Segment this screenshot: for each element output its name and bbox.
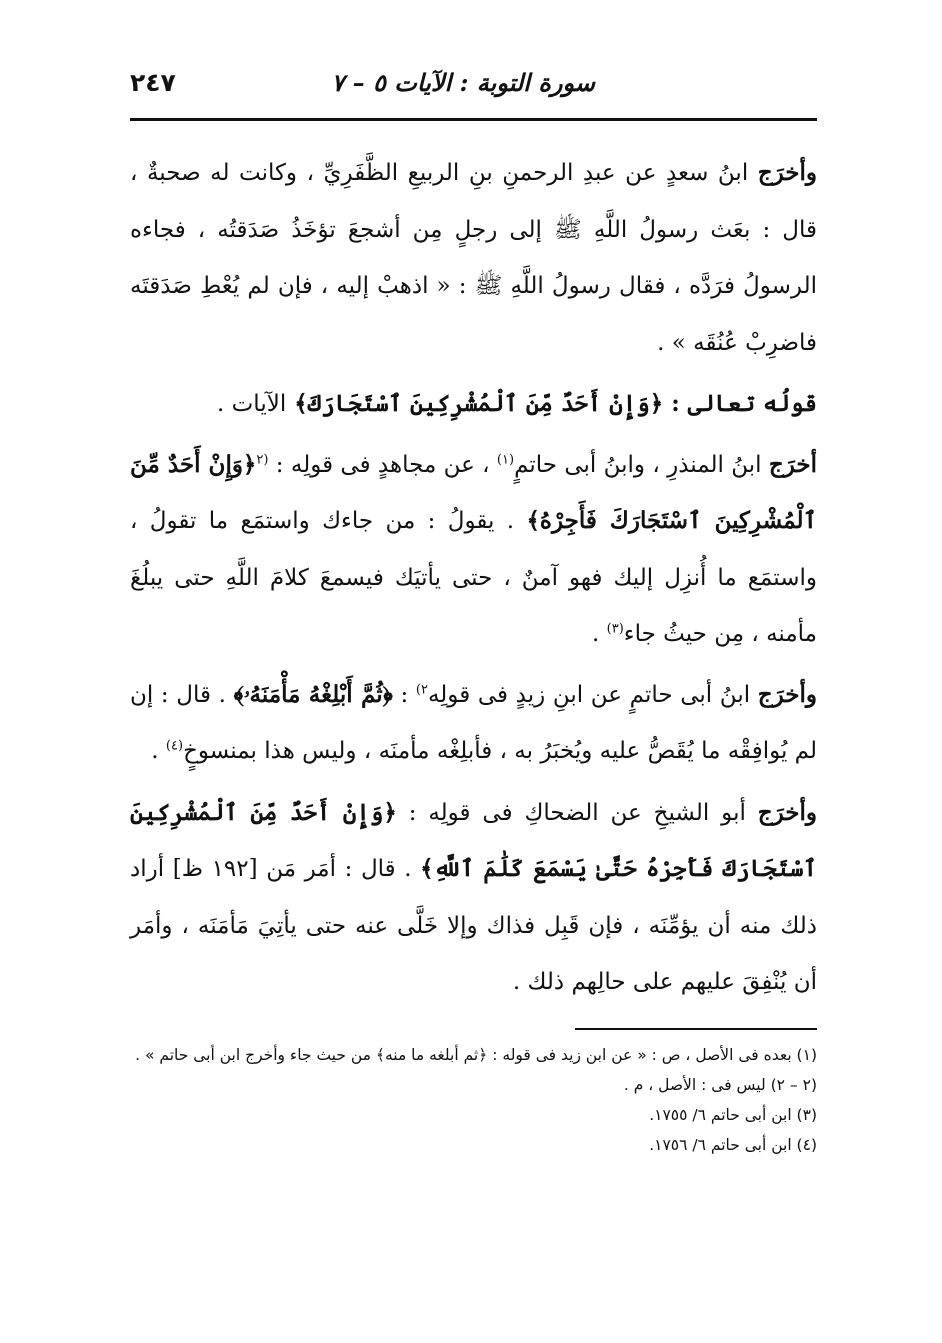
running-title: سورة التوبة : الآيات ٥ – ٧	[331, 68, 595, 97]
quran-verse: ﴿وَإِنْ أَحَدٌ مِّنَ ٱلْمُشْرِكِينَ ٱسْتَجَارَكَ فَأَجِرْهُ﴾	[130, 450, 817, 534]
footnote-marker: (١)	[496, 451, 515, 467]
footnote-4: (٤) ابن أبى حاتم ٦/ ١٧٥٦.	[649, 1136, 817, 1154]
footnote-1: (١) بعده فى الأصل ، ص : « عن ابن زيد فى قوله : ﴿ثم أبلغه ما منه﴾ من حيث جاء وأخرج ابن أبى حاتم » .	[135, 1046, 817, 1064]
paragraph-text: . قال : إن لم يُوافِقْه ما يُقَصُّ عليه ويُخبَرُ به ، فأبلِغْه مأمنَه ، وليس هذا بمنسوخٍ	[130, 681, 817, 764]
paragraph-text: ابنُ سعدٍ عن عبدِ الرحمنِ بنِ الربيعِ الظَّفَرِيِّ ، وكانت له صحبةٌ ، قال : بعَث رسولُ اللَّهِ ﷺ إلى رجلٍ مِن أشجعَ تؤخَذُ صَدَقتُه ، فجاءه الرسولُ فرَدَّه ، فقال رسولُ اللَّهِ ﷺ : « اذهبْ إليه ، فإن لم يُعْطِ صَدَقتَه فاضرِبْ عُنُقَه » .	[130, 160, 817, 356]
page-number: ٢٤٧	[130, 68, 176, 97]
quran-verse: ﴿ثُمَّ أَبْلِغْهُ مَأْمَنَهُۥ﴾	[233, 680, 393, 708]
paragraph-text: ، عن مجاهدٍ فى قولِه :	[268, 451, 497, 478]
paragraph-text: .	[151, 738, 166, 764]
footnote-marker: (٣)	[606, 621, 624, 637]
paragraph-text: .	[592, 621, 607, 647]
footnote-3: (٣) ابن أبى حاتم ٦/ ١٧٥٥.	[649, 1106, 817, 1124]
paragraph-lead: قولُه تعالى :	[671, 390, 817, 417]
paragraph-text: ابنُ المنذرِ ، وابنُ أبى حاتمٍ	[514, 451, 769, 478]
paragraph-text: أبو الشيخِ عن الضحاكِ فى قولِه :	[396, 799, 758, 826]
paragraph-text: . يقولُ : من جاءك واستمَع ما تقولُ ، واستمَع ما أُنزِل إليك فهو آمنٌ ، حتى يأتيَك فيسمعَ كلامَ اللَّهِ حتى يبلُغَ مأمنه ، مِن حيثُ جاء	[130, 508, 817, 647]
paragraph-3	[130, 437, 817, 663]
paragraph-2	[130, 376, 817, 433]
footnote-marker: (٤)	[165, 738, 184, 754]
paragraph-text: :	[392, 681, 416, 708]
page-header	[130, 66, 810, 106]
footnote-marker: ٢)	[415, 681, 428, 697]
paragraph-text: الآيات .	[217, 391, 287, 417]
paragraph-lead: وأخرَج	[757, 680, 818, 708]
paragraph-5	[130, 785, 817, 1011]
paragraph-text: ابنُ أبى حاتمٍ عن ابنِ زيدٍ فى قولِه	[427, 681, 758, 708]
quran-verse: ﴿وَإِنْ أَحَدٌ مِّنَ ٱلْمُشْرِكِينَ ٱسْتَجَارَكَ﴾	[286, 390, 672, 417]
paragraph-lead: أخرَج	[768, 450, 818, 478]
quran-verse: ﴿وَإِنْ أَحَدٌ مِّنَ ٱلْمُشْرِكِينَ ٱسْتَجَارَكَ فَأَجِرْهُ حَتَّىٰ يَسْمَعَ كَلَٰمَ ٱللَّهِ﴾	[130, 798, 817, 882]
main-text	[130, 145, 817, 1011]
footnote-marker: (٢	[256, 451, 269, 467]
paragraph-lead: وأخرَج	[757, 159, 817, 186]
paragraph-text: . قال : أمَر مَن [١٩٢ ظ] أراد ذلك منه أن يؤمِّنَه ، فإن قَبِل فذاك وإلا خَلَّى عنه حتى يأتِيَ مَأمَنَه ، وأمَر أن يُنْفِقَ عليهم على حالِهم ذلك .	[130, 856, 817, 995]
footnote-rule	[575, 1028, 817, 1030]
paragraph-1	[130, 145, 817, 371]
paragraph-lead: وأخرَج	[757, 798, 817, 826]
paragraph-4	[130, 667, 817, 780]
footnotes	[130, 1040, 817, 1160]
header-rule	[130, 118, 817, 121]
footnote-2: (٢ – ٢) ليس فى : الأصل ، م .	[623, 1076, 817, 1094]
